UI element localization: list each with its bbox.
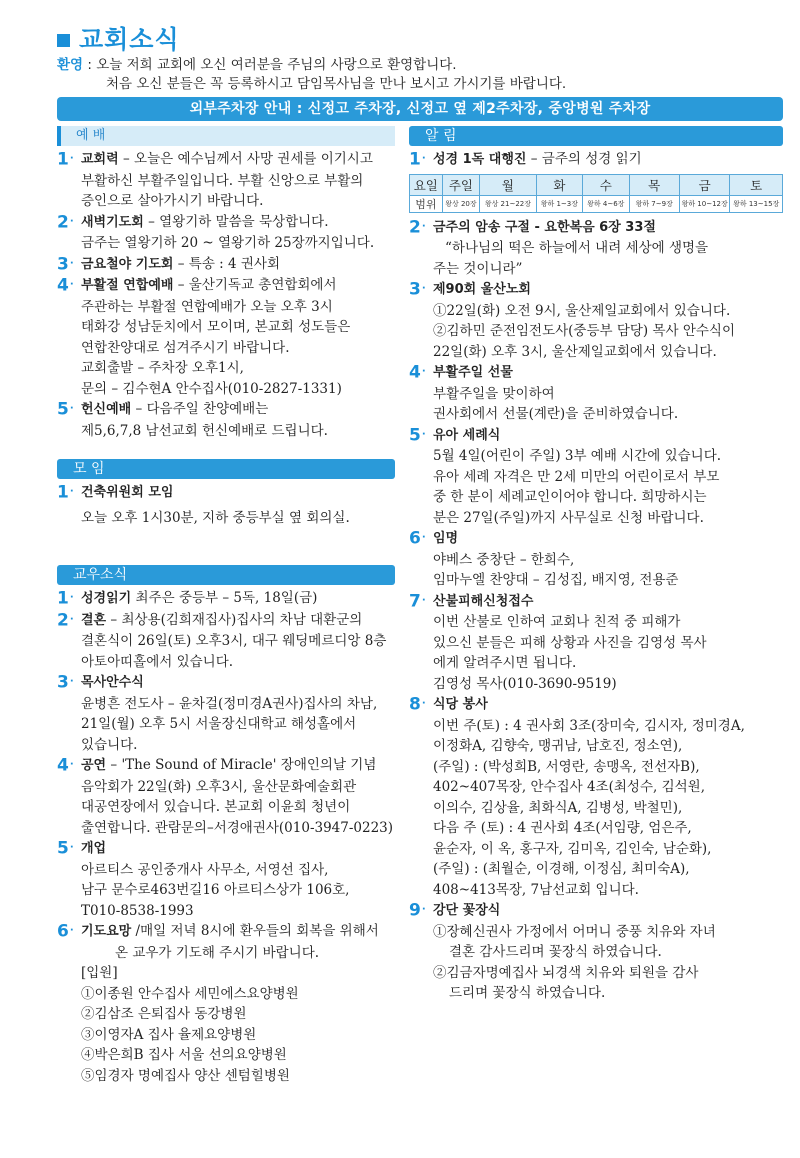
right-column xyxy=(409,126,783,1004)
list-item xyxy=(57,588,395,610)
item-line: 아르티스 공인중개사 사무소, 서영선 집사, xyxy=(81,861,329,878)
item-line: 주관하는 부활절 연합예배가 오늘 오후 3시 xyxy=(81,298,333,315)
item-line: – 다음주일 찬양예배는 xyxy=(135,401,269,417)
item-title: 식당 봉사 xyxy=(433,697,488,712)
item-number: 2· xyxy=(57,609,74,630)
welcome-text-1: : 오늘 저희 교회에 오신 여러분을 주님의 사랑으로 환영합니다. xyxy=(87,57,457,73)
reading-table-range: 왕하 7~9장 xyxy=(629,195,679,212)
item-number: 4· xyxy=(57,755,74,776)
item-title: 성경 1독 대행진 xyxy=(433,152,527,167)
title-square-icon xyxy=(57,34,70,47)
item-line: 연합찬양대로 섬겨주시기 바랍니다. xyxy=(81,339,290,356)
reading-table-range: 왕하 13~15장 xyxy=(730,195,783,212)
item-title: 공연 xyxy=(81,758,107,773)
item-line: 부활하신 부활주일입니다. 부활 신앙으로 부활의 xyxy=(81,172,364,189)
item-title: 기도요망 xyxy=(81,924,132,939)
reading-table-day: 목 xyxy=(629,174,679,195)
item-line: ①22일(화) 오전 9시, 울산제일교회에서 있습니다. xyxy=(433,302,731,319)
item-line: 김영성 목사(010-3690-9519) xyxy=(433,675,617,692)
item-line: ②김하민 준전임전도사(중등부 담당) 목사 안수식이 xyxy=(433,323,736,339)
item-line: 제5,6,7,8 남선교회 헌신예배로 드립니다. xyxy=(81,422,328,439)
item-line: 21일(월) 오후 5시 서울장신대학교 해성홀에서 xyxy=(81,716,357,732)
item-line: 대공연장에서 있습니다. 본교회 이윤희 청년이 xyxy=(81,799,351,815)
item-line: – 오늘은 예수님께서 사망 권세를 이기시고 xyxy=(122,151,373,167)
item-line: 에게 알려주시면 됩니다. xyxy=(433,655,577,671)
item-line: ①이종원 안수집사 세민에스요양병원 xyxy=(81,985,299,1002)
section-heading-news: 알 림 xyxy=(409,126,783,146)
item-line: 결혼 감사드리며 꽃장식 하였습니다. xyxy=(449,944,662,960)
item-line: (주일) : (최월순, 이경해, 이정심, 최미숙A), xyxy=(433,861,690,877)
item-title: 결혼 xyxy=(81,612,107,628)
welcome-line-2: 처음 오신 분들은 꼭 등록하시고 담임목사님을 만나 보시고 가시기를 바랍니다. xyxy=(106,76,567,92)
list-item xyxy=(57,399,395,441)
item-title: 임명 xyxy=(433,531,459,546)
item-line: – 울산기독교 총연합회에서 xyxy=(177,277,337,293)
item-title: 부활주일 선물 xyxy=(433,365,513,380)
item-line: – 최상용(김희재집사)집사의 차남 대환군의 xyxy=(110,611,363,628)
list-item xyxy=(57,755,395,838)
item-line: 증인으로 살아가시기 바랍니다. xyxy=(81,193,264,209)
page-title: 교회소식 xyxy=(79,25,180,54)
item-number: 5· xyxy=(57,399,74,420)
list-item xyxy=(57,254,395,276)
item-number: 5· xyxy=(409,424,426,445)
item-line: ④박은희B 집사 서울 선의요양병원 xyxy=(81,1047,287,1063)
item-title: 목사안수식 xyxy=(81,675,144,690)
item-line: 음악회가 22일(화) 오후3시, 울산문화예술회관 xyxy=(81,778,357,795)
reading-table-day: 요일 xyxy=(410,174,443,195)
list-item xyxy=(409,900,783,1004)
reading-table-header-row xyxy=(410,174,783,195)
meeting-list xyxy=(57,482,395,528)
item-line: ③이영자A 집사 율제요양병원 xyxy=(81,1026,257,1043)
item-number: 8· xyxy=(409,694,426,715)
item-line: 408~413목장, 7남선교회 입니다. xyxy=(433,881,639,898)
reading-table-day: 월 xyxy=(480,174,536,195)
section-heading-members: 교우소식 xyxy=(57,565,395,585)
list-item xyxy=(57,482,395,528)
item-line: 태화강 성남둔치에서 모이며, 본교회 성도들은 xyxy=(81,319,351,335)
item-text: – 금주의 성경 읽기 xyxy=(530,151,642,167)
title-row xyxy=(57,20,180,56)
item-line: ②김삼조 은퇴집사 동강병원 xyxy=(81,1006,247,1022)
item-line: ⑤임경자 명예집사 양산 센텀힐병원 xyxy=(81,1067,290,1084)
item-line: 분은 27일(주일)까지 사무실로 신청 바랍니다. xyxy=(433,509,704,526)
item-number: 3· xyxy=(409,279,426,300)
item-line: 윤병흔 전도사 – 윤차걸(정미경A권사)집사의 차남, xyxy=(81,695,378,712)
news-item-1 xyxy=(409,149,783,171)
item-title: 강단 꽃장식 xyxy=(433,903,501,918)
list-item xyxy=(57,149,395,212)
list-item xyxy=(57,921,395,1086)
item-number: 5· xyxy=(57,838,74,859)
section-heading-worship: 예 배 xyxy=(57,126,395,146)
item-line: T010-8538-1993 xyxy=(81,902,194,919)
item-number: 1· xyxy=(409,149,426,170)
item-line: 유아 세례 자격은 만 2세 미만의 어린이로서 부모 xyxy=(433,468,720,485)
parking-banner: 외부주차장 안내 : 신정고 주차장, 신정고 옆 제2주차장, 중앙병원 주차장 xyxy=(57,97,783,121)
list-item xyxy=(57,275,395,399)
item-line: 권사회에서 선물(계란)을 준비하였습니다. xyxy=(433,406,679,422)
welcome-notice xyxy=(57,56,566,94)
item-line: 최주은 중등부 – 5독, 18일(금) xyxy=(135,590,318,606)
item-line: [입원] xyxy=(81,965,118,981)
item-title: 금주의 암송 구절 - 요한복음 6장 33절 xyxy=(433,219,656,235)
item-title: 교회력 xyxy=(81,152,119,167)
item-line: 이번 주(토) : 4 권사회 3조(장미숙, 김시자, 정미경A, xyxy=(433,717,745,734)
item-title: 금요철야 기도회 xyxy=(81,256,174,272)
item-number: 1· xyxy=(57,149,74,170)
reading-table-range: 범위 xyxy=(410,195,443,212)
list-item xyxy=(409,528,783,591)
reading-table-day: 수 xyxy=(583,174,629,195)
list-item xyxy=(409,362,783,425)
item-line: 주는 것이니라” xyxy=(433,260,523,277)
list-item xyxy=(57,838,395,921)
list-item xyxy=(409,591,783,695)
item-line: 22일(화) 오후 3시, 울산제일교회에서 있습니다. xyxy=(433,343,717,360)
item-line: 5월 4일(어린이 주일) 3부 예배 시간에 있습니다. xyxy=(433,448,722,464)
item-title: 건축위원회 모임 xyxy=(81,485,174,500)
item-line: 임마누엘 찬양대 – 김성집, 배지영, 전용준 xyxy=(433,572,679,588)
item-number: 3· xyxy=(57,253,74,274)
item-title: 성경읽기 xyxy=(81,591,132,606)
news-list xyxy=(409,217,783,1004)
reading-table-day: 토 xyxy=(730,174,783,195)
item-number: 6· xyxy=(57,921,74,942)
item-line: /매일 저녁 8시에 환우들의 회복을 위해서 xyxy=(135,923,379,939)
reading-table-range: 왕하 10~12장 xyxy=(679,195,730,212)
item-title: 산불피해신청접수 xyxy=(433,593,534,609)
item-title: 부활절 연합예배 xyxy=(81,278,174,293)
reading-table-day: 화 xyxy=(536,174,582,195)
item-line: 결혼식이 26일(토) 오후3시, 대구 웨딩메르디앙 8층 xyxy=(81,633,387,649)
item-line: – 특송 : 4 권사회 xyxy=(177,255,280,272)
item-line: 아토아띠홀에서 있습니다. xyxy=(81,653,234,670)
item-line: 있으신 분들은 피해 상황과 사진을 김영성 목사 xyxy=(433,634,707,651)
item-number: 4· xyxy=(409,362,426,383)
item-line: 윤순자, 이 옥, 홍구자, 김미옥, 김인숙, 남순화), xyxy=(433,840,712,857)
item-line: “하나님의 떡은 하늘에서 내려 세상에 생명을 xyxy=(445,240,709,256)
item-number: 2· xyxy=(409,216,426,237)
reading-table-range: 왕하 1~3장 xyxy=(536,195,582,212)
item-line: 이정화A, 김향숙, 맹귀남, 남호진, 정소연), xyxy=(433,738,683,754)
item-line: – 열왕기하 말씀을 묵상합니다. xyxy=(148,213,329,230)
item-line: ①장혜신권사 가정에서 어머니 중풍 치유와 자녀 xyxy=(433,923,716,940)
item-line: 이번 산불로 인하여 교회나 친적 중 피해가 xyxy=(433,614,681,630)
item-line: 이의수, 김상율, 최화식A, 김병성, 박철민), xyxy=(433,799,683,816)
item-line: 교회출발 – 주차장 오후1시, xyxy=(81,360,244,376)
item-line: 문의 – 김수현A 안수집사(010-2827-1331) xyxy=(81,380,342,397)
reading-table-day: 금 xyxy=(679,174,730,195)
item-title: 새벽기도회 xyxy=(81,214,144,230)
welcome-label: 환영 xyxy=(57,57,84,73)
item-title: 제90회 울산노회 xyxy=(433,282,531,297)
item-number: 3· xyxy=(57,672,74,693)
item-line: (주일) : (박성희B, 서영란, 송맹옥, 전선자B), xyxy=(433,758,700,775)
members-list xyxy=(57,588,395,1086)
item-line: 오늘 오후 1시30분, 지하 중등부실 옆 회의실. xyxy=(81,509,350,526)
list-item xyxy=(57,610,395,673)
item-line: 야베스 중창단 – 한희수, xyxy=(433,551,575,568)
item-number: 1· xyxy=(57,588,74,609)
item-line: 금주는 열왕기하 20 ~ 열왕기하 25장까지입니다. xyxy=(81,235,375,251)
item-number: 1· xyxy=(57,482,74,503)
item-title: 헌신예배 xyxy=(81,402,132,417)
item-number: 7· xyxy=(409,590,426,611)
item-title: 개업 xyxy=(81,841,107,856)
item-line: ②김금자명예집사 뇌경색 치유와 퇴원을 감사 xyxy=(433,964,699,981)
list-item xyxy=(57,212,395,254)
item-line: 출연합니다. 관람문의–서경애권사(010-3947-0223) xyxy=(81,819,394,836)
item-number: 9· xyxy=(409,900,426,921)
item-title: 유아 세례식 xyxy=(433,427,501,443)
reading-table-range: 왕상 21~22장 xyxy=(480,195,536,212)
item-line: 드리며 꽃장식 하였습니다. xyxy=(449,985,606,1001)
list-item xyxy=(409,217,783,280)
item-line: 온 교우가 기도해 주시기 바랍니다. xyxy=(115,944,320,961)
item-line: 402~407목장, 안수집사 4조(최성수, 김석원, xyxy=(433,779,705,795)
item-line: 있습니다. xyxy=(81,736,138,753)
item-number: 6· xyxy=(409,528,426,549)
reading-table-day: 주일 xyxy=(442,174,480,195)
left-column xyxy=(57,126,395,1086)
item-line: 남구 문수로463번길16 아르티스상가 106호, xyxy=(81,882,350,898)
item-number: 4· xyxy=(57,275,74,296)
item-line: 부활주일을 맞이하여 xyxy=(433,385,555,402)
item-line: 중 한 분이 세례교인이어야 합니다. 희망하시는 xyxy=(433,489,707,505)
item-number: 2· xyxy=(57,211,74,232)
list-item xyxy=(409,279,783,362)
reading-table-range: 왕상 20장 xyxy=(442,195,480,212)
item-line: 다음 주 (토) : 4 권사회 4조(서임량, 엄은주, xyxy=(433,820,692,836)
list-item xyxy=(409,425,783,529)
list-item xyxy=(409,694,783,900)
reading-table-range-row xyxy=(410,195,783,212)
worship-list xyxy=(57,149,395,441)
reading-table xyxy=(409,174,783,213)
list-item xyxy=(57,672,395,755)
item-line: – 'The Sound of Miracle' 장애인의날 기념 xyxy=(110,757,377,773)
section-heading-meeting: 모 임 xyxy=(57,459,395,479)
reading-table-range: 왕하 4~6장 xyxy=(583,195,629,212)
welcome-line-1 xyxy=(57,56,566,75)
